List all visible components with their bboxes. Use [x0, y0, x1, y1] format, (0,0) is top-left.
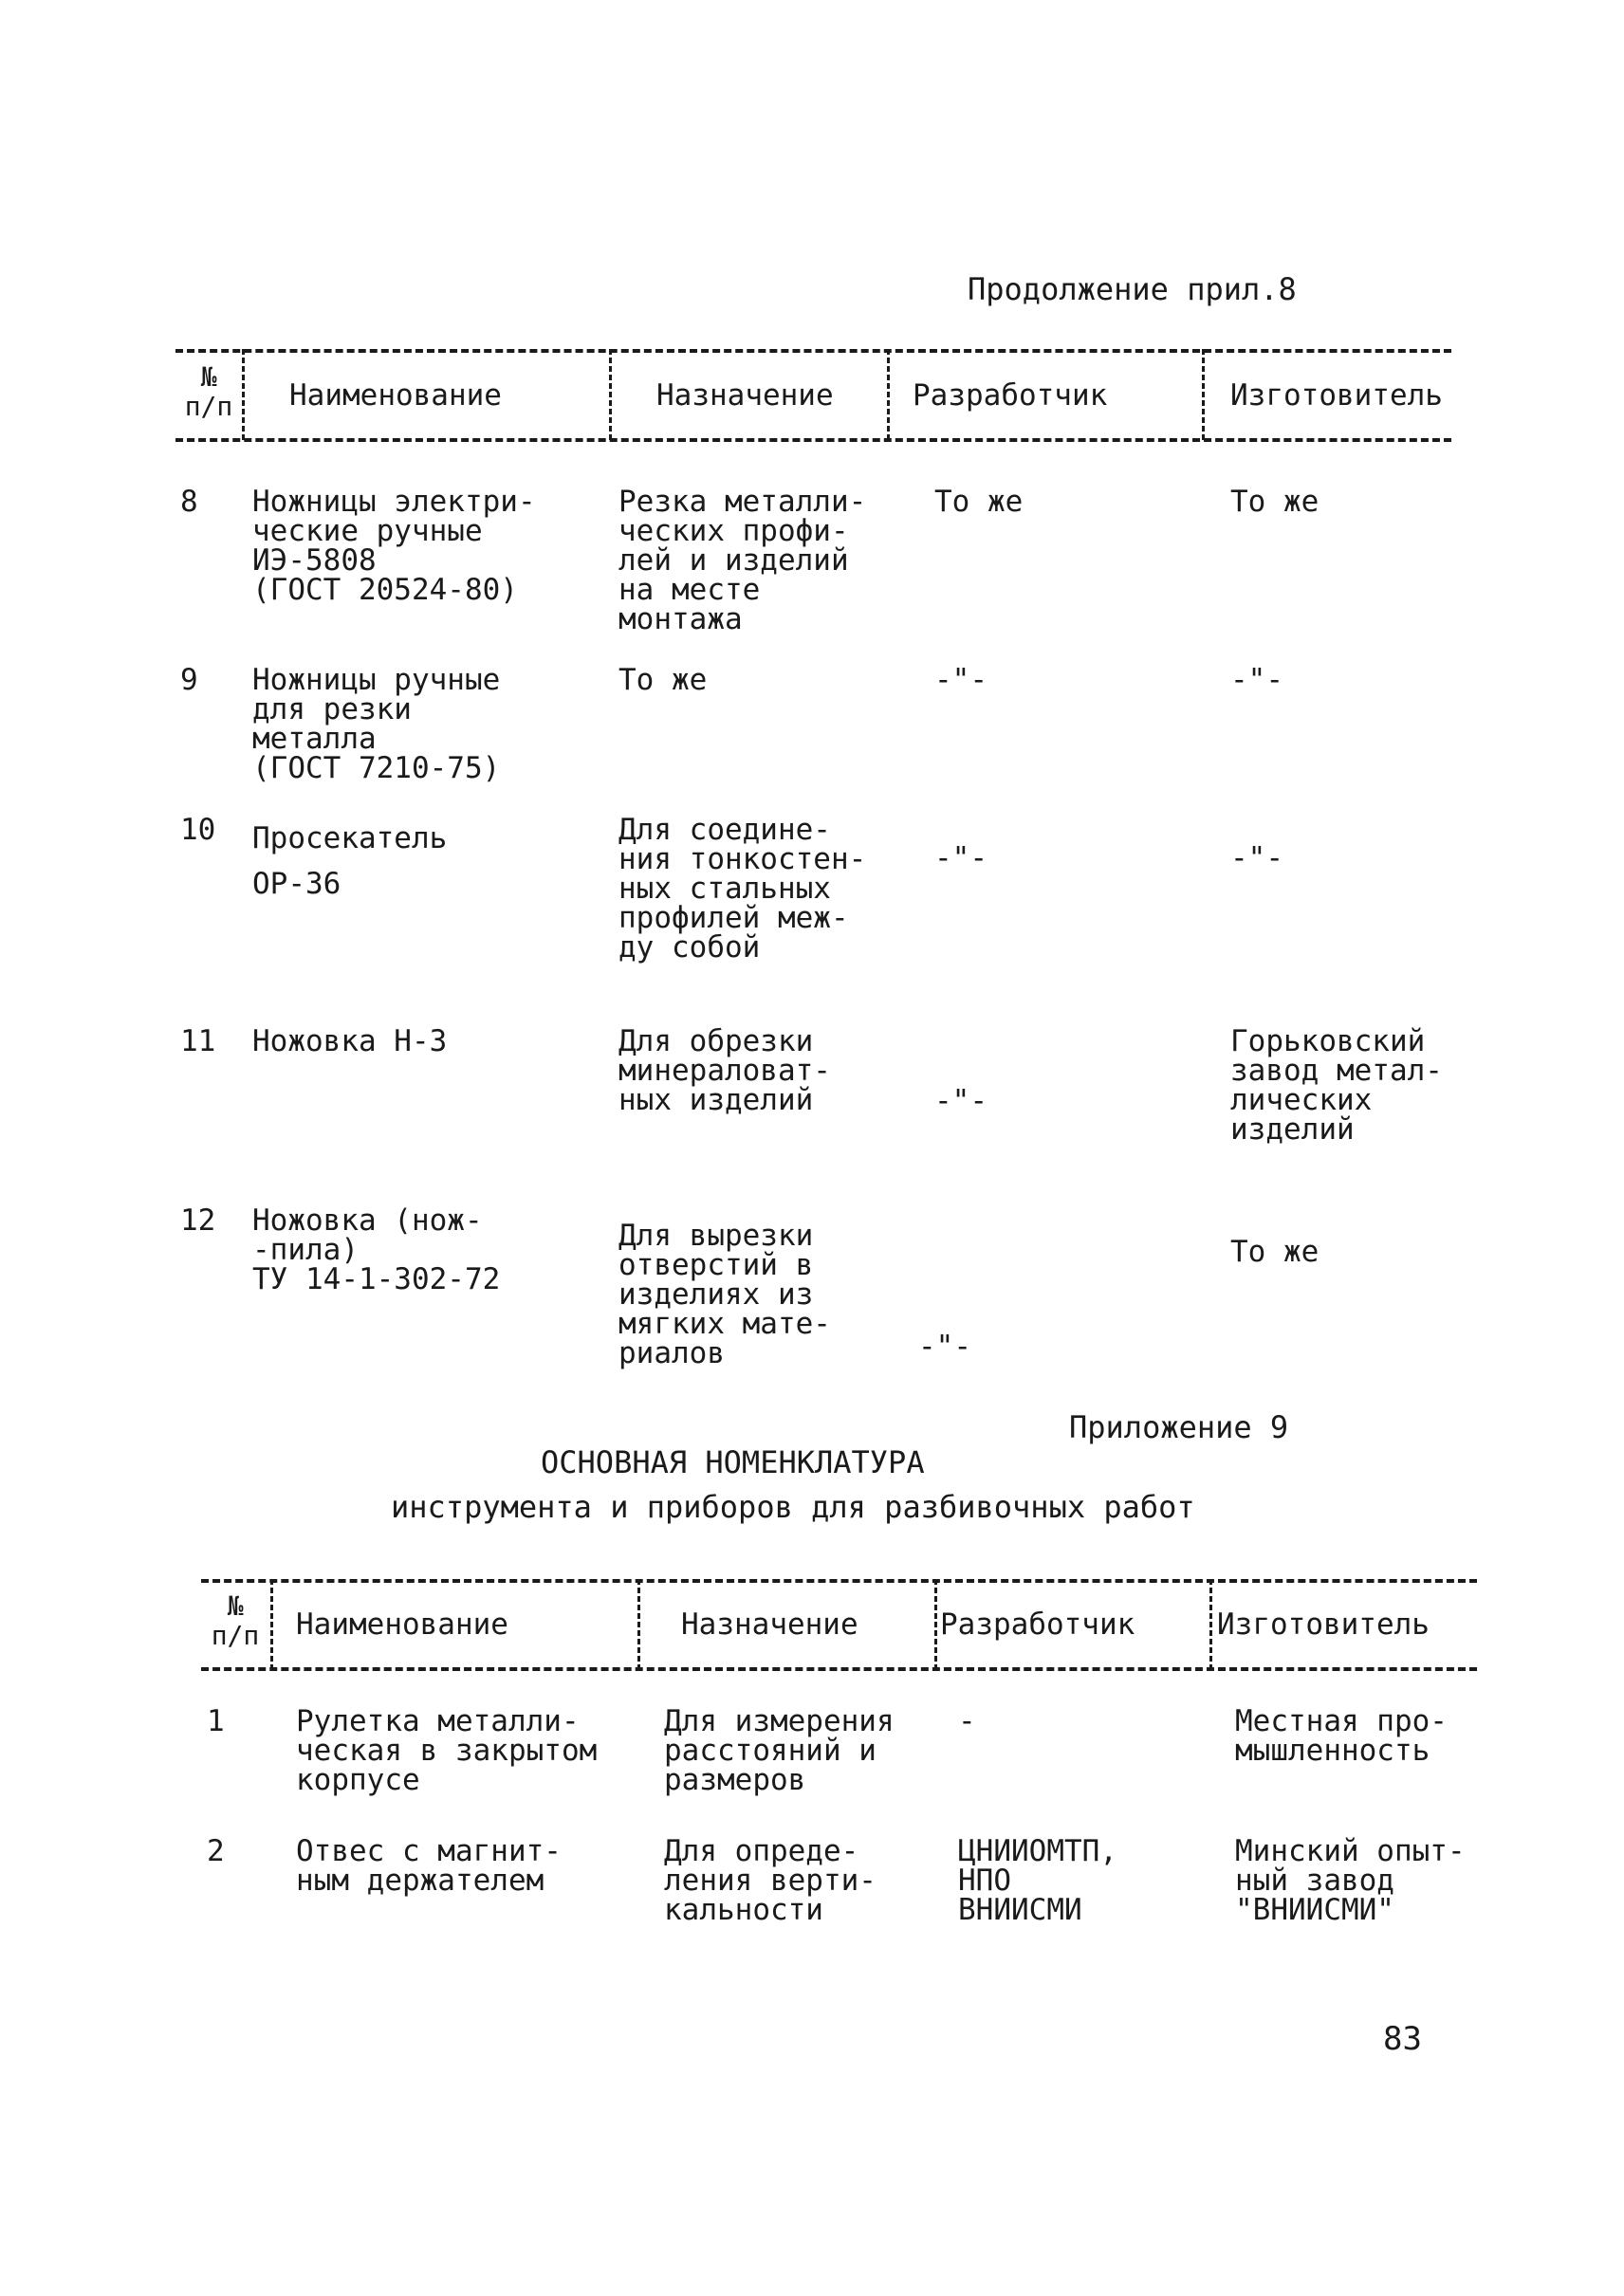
- table-1-header-name: Наименование: [289, 378, 502, 413]
- table-1-col-divider: [609, 349, 612, 440]
- row-maker: Минский опыт- ный завод "ВНИИСМИ": [1235, 1834, 1466, 1927]
- row-purpose: Для опреде- ления верти- кальности: [664, 1834, 877, 1927]
- row-developer: -"-: [934, 1084, 987, 1118]
- appendix-9-subtitle: инструмента и приборов для разбивочных работ: [391, 1489, 1195, 1525]
- table-2-col-divider: [270, 1579, 273, 1670]
- row-developer: -: [958, 1704, 976, 1738]
- row-number: 11: [180, 1024, 216, 1058]
- row-name: Ножовка Н-3: [252, 1024, 448, 1058]
- table-2-col-divider: [1209, 1579, 1212, 1670]
- row-name: Просекатель ОР-36: [252, 821, 448, 901]
- row-maker: Горьковский завод метал- лических изделий: [1230, 1024, 1443, 1147]
- table-2-header-purpose: Назначение: [681, 1607, 858, 1642]
- row-name: Ножницы ручные для резки металла (ГОСТ 7210-75): [252, 663, 501, 785]
- row-maker: То же: [1230, 1235, 1320, 1269]
- row-number: 2: [207, 1834, 225, 1868]
- row-name: Рулетка металли- ческая в закрытом корпусе: [296, 1704, 598, 1797]
- row-number: 10: [180, 813, 216, 847]
- row-maker: То же: [1230, 485, 1320, 519]
- table-1-top-rule: [175, 349, 1451, 353]
- row-name: Отвес с магнит- ным держателем: [296, 1834, 562, 1898]
- table-1-header-maker: Изготовитель: [1230, 378, 1443, 413]
- table-2-header-maker: Изготовитель: [1217, 1607, 1430, 1642]
- table-2-header-num: № п/п: [211, 1590, 260, 1651]
- row-developer: ЦНИИОМТП, НПО ВНИИСМИ: [958, 1834, 1117, 1927]
- row-name: Ножницы электри- ческие ручные ИЭ-5808 (ГОСТ 20524-80): [252, 485, 536, 607]
- row-developer: -"-: [934, 841, 987, 875]
- table-1-col-divider: [242, 349, 245, 440]
- table-1-header-rule: [175, 438, 1451, 442]
- continuation-label: Продолжение прил.8: [968, 271, 1297, 307]
- row-number: 8: [180, 485, 198, 519]
- row-name: Ножовка (нож- -пила) ТУ 14-1-302-72: [252, 1203, 501, 1296]
- row-purpose: То же: [618, 663, 708, 697]
- page-number: 83: [1383, 2020, 1422, 2058]
- table-2-col-divider: [934, 1579, 937, 1670]
- row-maker: -"-: [1230, 663, 1283, 697]
- row-purpose: Для измерения расстояний и размеров: [664, 1704, 895, 1797]
- table-2-col-divider: [637, 1579, 640, 1670]
- table-2-header-name: Наименование: [296, 1607, 508, 1642]
- table-1-header-purpose: Назначение: [656, 378, 834, 413]
- row-number: 1: [207, 1704, 225, 1738]
- table-1-col-divider: [887, 349, 890, 440]
- table-2-header-rule: [201, 1667, 1477, 1671]
- row-number: 12: [180, 1203, 216, 1238]
- row-purpose: Для вырезки отверстий в изделиях из мягких мате- риалов: [618, 1219, 831, 1370]
- table-1-header-developer: Разработчик: [913, 378, 1108, 413]
- table-2-top-rule: [201, 1579, 1477, 1583]
- row-number: 9: [180, 663, 198, 697]
- row-purpose: Для обрезки минераловат- ных изделий: [618, 1024, 831, 1117]
- row-developer: -"-: [934, 663, 987, 697]
- table-1-header-num: № п/п: [184, 361, 233, 422]
- row-maker: -"-: [1230, 841, 1283, 875]
- table-1-col-divider: [1202, 349, 1205, 440]
- row-purpose: Резка металли- ческих профи- лей и изделий на месте монтажа: [618, 485, 867, 636]
- row-maker: Местная про- мышленность: [1235, 1704, 1448, 1768]
- row-purpose: Для соедине- ния тонкостен- ных стальных профилей меж- ду собой: [618, 813, 867, 964]
- row-developer: -"-: [918, 1330, 971, 1364]
- table-2-header-developer: Разработчик: [940, 1607, 1135, 1642]
- appendix-9-title: ОСНОВНАЯ НОМЕНКЛАТУРА: [541, 1444, 925, 1480]
- appendix-9-label: Приложение 9: [1069, 1409, 1289, 1445]
- row-developer: То же: [934, 485, 1024, 519]
